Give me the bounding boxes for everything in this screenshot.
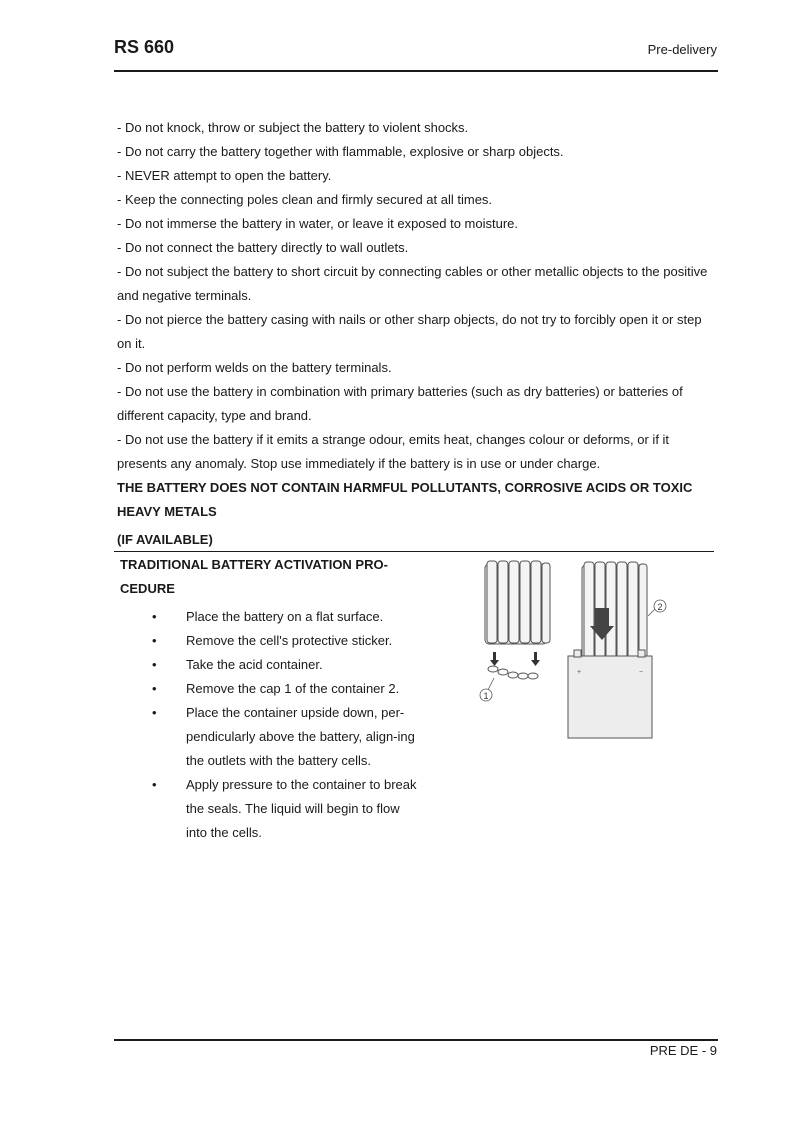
acid-container-right-illustration [582, 562, 647, 663]
header-divider [114, 70, 718, 72]
warning-item: - Do not perform welds on the battery terminals. [117, 360, 392, 375]
callout-1-label: 1 [483, 691, 489, 701]
acid-container-left-illustration [485, 561, 550, 644]
procedure-step [120, 629, 420, 653]
procedure-step [120, 677, 420, 701]
procedure-step [120, 653, 420, 677]
pollutants-notice: THE BATTERY DOES NOT CONTAIN HARMFUL POLLUTANTS, CORROSIVE ACIDS OR TOXIC HEAVY METALS [117, 480, 693, 519]
warning-item: - Do not connect the battery directly to wall outlets. [117, 240, 409, 255]
procedure-steps [120, 605, 420, 845]
procedure-step-text: Take the acid container. [186, 657, 323, 672]
warning-item: - Do not carry the battery together with flammable, explosive or sharp objects. [117, 144, 564, 159]
procedure-step-text: Place the container upside down, per-pendicularly above the battery, align-ing the outlets with the battery cells. [186, 705, 415, 768]
warning-item: - Do not subject the battery to short circuit by connecting cables or other metallic objects to the positive and negative terminals. [117, 264, 708, 303]
procedure-step-text: Apply pressure to the container to break the seals. The liquid will begin to flow into the cells. [186, 777, 417, 840]
warning-item: - Do not immerse the battery in water, or leave it exposed to moisture. [117, 216, 519, 231]
procedure-step-text: Remove the cap 1 of the container 2. [186, 681, 400, 696]
down-arrow-icon [490, 652, 540, 666]
bullet-icon: • [152, 681, 157, 696]
battery-terminal-mark: − [639, 669, 644, 676]
procedure-step [120, 605, 420, 629]
callout-2-label: 2 [657, 602, 663, 612]
battery-terminal-mark: + [577, 669, 582, 676]
section-divider [114, 551, 714, 552]
warning-item: - NEVER attempt to open the battery. [117, 168, 332, 183]
manual-model-title: RS 660 [114, 37, 175, 57]
warning-item: - Do not pierce the battery casing with nails or other sharp objects, do not try to forcibly open it or step on it. [117, 312, 702, 351]
procedure-step-text: Remove the cell's protective sticker. [186, 633, 393, 648]
availability-note: (IF AVAILABLE) [117, 532, 213, 547]
section-title: Pre-delivery [647, 42, 717, 57]
page-number: PRE DE - 9 [649, 1043, 717, 1058]
battery-activation-figure [460, 556, 675, 744]
bullet-icon: • [152, 609, 157, 624]
warning-item: - Keep the connecting poles clean and firmly secured at all times. [117, 192, 493, 207]
bullet-icon: • [152, 777, 157, 792]
procedure-step-text: Place the battery on a flat surface. [186, 609, 384, 624]
procedure-step [120, 773, 420, 845]
battery-warnings [117, 116, 717, 552]
bullet-icon: • [152, 705, 157, 720]
battery-illustration [568, 650, 652, 738]
bullet-icon: • [152, 657, 157, 672]
procedure-step [120, 701, 420, 773]
warning-item: - Do not use the battery in combination with primary batteries (such as dry batteries) or batteries of different capacity, type and brand. [117, 384, 683, 423]
footer-divider [114, 1039, 718, 1041]
warning-item: - Do not knock, throw or subject the battery to violent shocks. [117, 120, 469, 135]
procedure-title: TRADITIONAL BATTERY ACTIVATION PRO-CEDURE [120, 557, 388, 596]
warning-item: - Do not use the battery if it emits a strange odour, emits heat, changes colour or deforms, or if it presents any anomaly. Stop use immediately if the battery is in use or under charge. [117, 432, 670, 471]
caps-illustration [488, 666, 538, 679]
bullet-icon: • [152, 633, 157, 648]
